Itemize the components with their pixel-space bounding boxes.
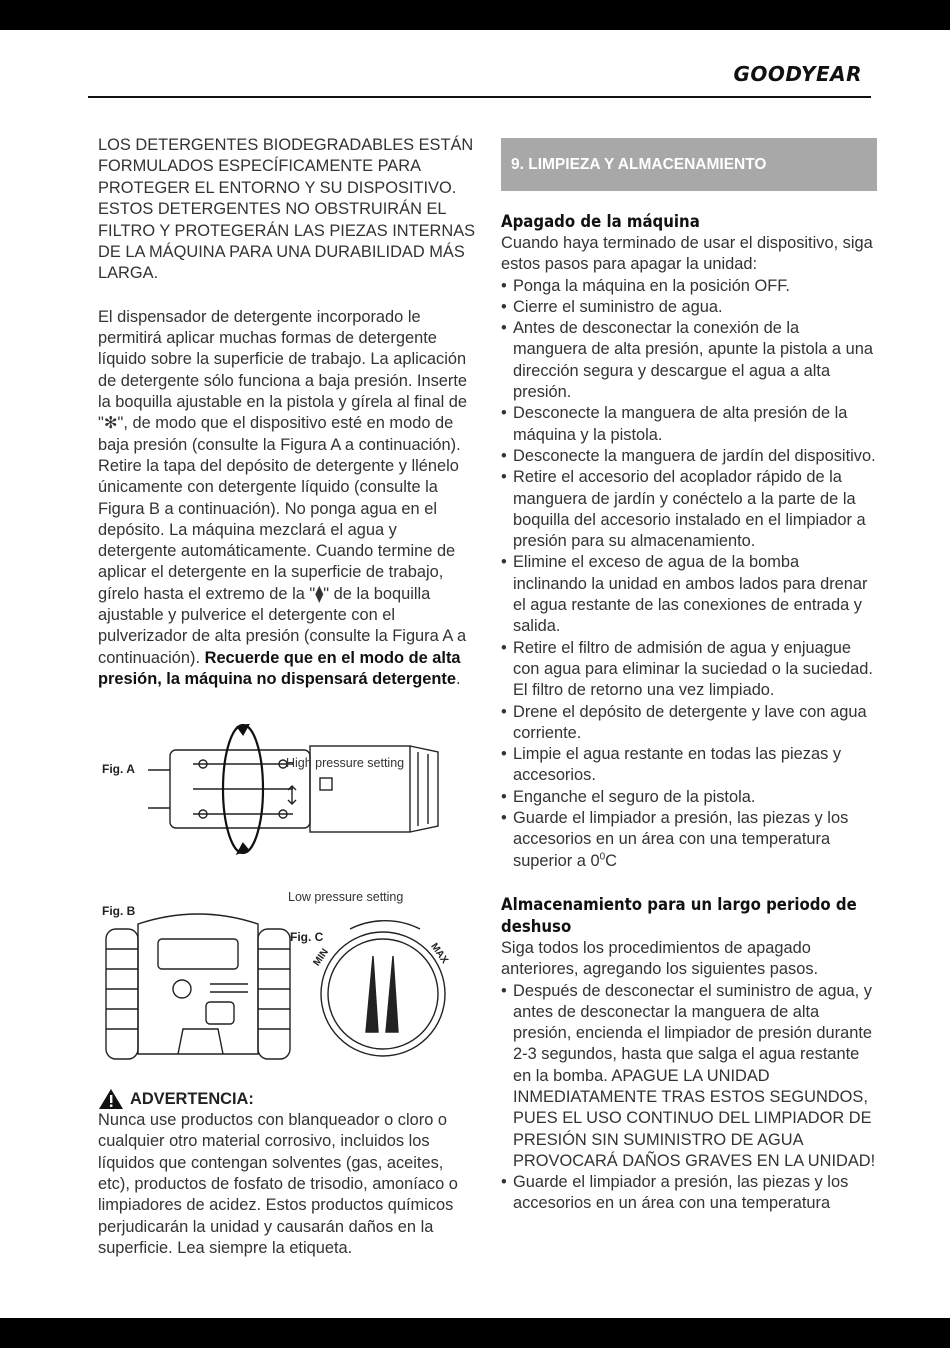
shutdown-intro: Cuando haya terminado de usar el dispositivo, siga estos pasos para apagar la unidad: (501, 234, 873, 274)
fig-c-dial-drawing (321, 921, 445, 1056)
list-item: • Retire el accesorio del acoplador rápido de la manguera de jardín y conéctelo a la parte de la boquilla del accesorio instalado en el limpiador a presión para su almacenamiento. (501, 467, 877, 552)
high-pressure-label: High pressure setting (286, 756, 405, 771)
warning-triangle-icon (98, 1088, 124, 1110)
figures-block (98, 724, 478, 1080)
fig-c-label: Fig. C (290, 930, 324, 945)
left-column (98, 135, 478, 1259)
goodyear-logo: GOODYEAR (733, 62, 862, 86)
dispenser-paragraph: El dispensador de detergente incorporado le permitirá aplicar muchas formas de detergente líquido sobre la superficie de trabajo. La aplicación de detergente sólo funciona a baja presión. Inserte la boquilla ajustable en la pistola y gírela al final de "✻", de modo que el dispositivo esté en modo de baja presión (consulte la Figura A a continuación). Retire la tapa del depósito de detergente y llénelo únicamente con detergente líquido (consulte la Figura B a continuación). No ponga agua en el depósito. La máquina mezclará el agua y detergente automáticamente. Cuando termine de aplicar el detergente en la superficie de trabajo, gírelo hasta el extremo de la "⧫" de la boquilla ajustable y pulverice el detergente con el pulverizador de alta presión (consulte la Figura A a continuación). Recuerde que en el modo de alta presión, la máquina no dispensará detergente. (98, 307, 468, 688)
warning-title: ADVERTENCIA: (130, 1089, 254, 1108)
biodegradable-paragraph: LOS DETERGENTES BIODEGRADABLES ESTÁN FORMULADOS ESPECÍFICAMENTE PARA PROTEGER EL ENTORNO Y SU DISPOSITIVO. ESTOS DETERGENTES NO OBSTRUIRÁN EL FILTRO Y PROTEGERÁN LAS PIEZAS INTERNAS DE LA MÁQUINA PARA UNA DURABILIDAD MÁS LARGA. (98, 136, 476, 283)
list-item: • Limpie el agua restante en todas las piezas y accesorios. (501, 744, 877, 787)
dispenser-bold-note: Recuerde que en el modo de alta presión, la máquina no dispensará detergente (98, 648, 461, 688)
shutdown-steps (501, 276, 877, 872)
list-item: • Retire el filtro de admisión de agua y enjuague con agua para eliminar la suciedad o la suciedad. El filtro de retorno una vez limpiado. (501, 638, 877, 702)
fig-b-machine-drawing (106, 914, 290, 1059)
dial-max-label: MAX (428, 941, 450, 966)
list-item: • Desconecte la manguera de jardín del dispositivo. (501, 446, 877, 467)
dial-min-label: MIN (311, 947, 331, 969)
header-rule (88, 96, 871, 98)
list-item: • Guarde el limpiador a presión, las piezas y los accesorios en un área con una temperatura superior a $0^0C$ (501, 808, 877, 872)
warning-text: Nunca use productos con blanqueador o cloro o cualquier otro material corrosivo, incluidos los líquidos que contengan solventes (gas, aceites, etc), productos de fosfato de trisodio, amoníaco o limpiadores de acidez. Estos productos químicos perjudicarán la unidad y causarán daños en la superficie. Lea siempre la etiqueta. (98, 1111, 458, 1257)
section-title-bar: 9. LIMPIEZA Y ALMACENAMIENTO (501, 138, 877, 191)
list-item: • Enganche el seguro de la pistola. (501, 787, 877, 808)
storage-steps (501, 981, 877, 1215)
list-item: • Antes de desconectar la conexión de la manguera de alta presión, apunte la pistola a una dirección segura y descargue el agua a alta presión. (501, 318, 877, 403)
list-item: • Drene el depósito de detergente y lave con agua corriente. (501, 702, 877, 745)
fig-b-label: Fig. B (102, 904, 136, 919)
top-band (0, 0, 950, 30)
storage-intro: Siga todos los procedimientos de apagado anteriores, agregando los siguientes pasos. (501, 938, 819, 979)
list-item: • Cierre el suministro de agua. (501, 297, 877, 318)
warning-heading (98, 1088, 478, 1110)
low-pressure-label: Low pressure setting (288, 890, 404, 905)
fig-a-label: Fig. A (102, 762, 135, 777)
list-item: • Desconecte la manguera de alta presión de la máquina y la pistola. (501, 403, 877, 446)
list-item: • Elimine el exceso de agua de la bomba inclinando la unidad en ambos lados para drenar el agua restante de las conexiones de entrada y salida. (501, 552, 877, 637)
list-item: • Después de desconectar el suministro de agua, y antes de desconectar la manguera de alta presión, encienda el limpiador de presión durante 2-3 segundos, hasta que salga el agua restante en la bomba. APAGUE LA UNIDAD INMEDIATAMENTE TRAS ESTOS SEGUNDOS, PUES EL USO CONTINUO DEL LIMPIADOR DE PRESIÓN SIN SUMINISTRO DE AGUA PROVOCARÁ DAÑOS GRAVES EN LA UNIDAD! (501, 981, 877, 1173)
list-item: • Ponga la máquina en la posición OFF. (501, 276, 877, 297)
storage-heading-line1: Almacenamiento para un largo periodo de (501, 894, 857, 915)
list-item: • Guarde el limpiador a presión, las piezas y los accesorios en un área con una temperatura (501, 1172, 877, 1215)
right-column (501, 138, 877, 1215)
shutdown-heading: Apagado de la máquina (501, 212, 700, 232)
bottom-band (0, 1318, 950, 1348)
storage-heading-line2: deshuso (501, 916, 572, 937)
